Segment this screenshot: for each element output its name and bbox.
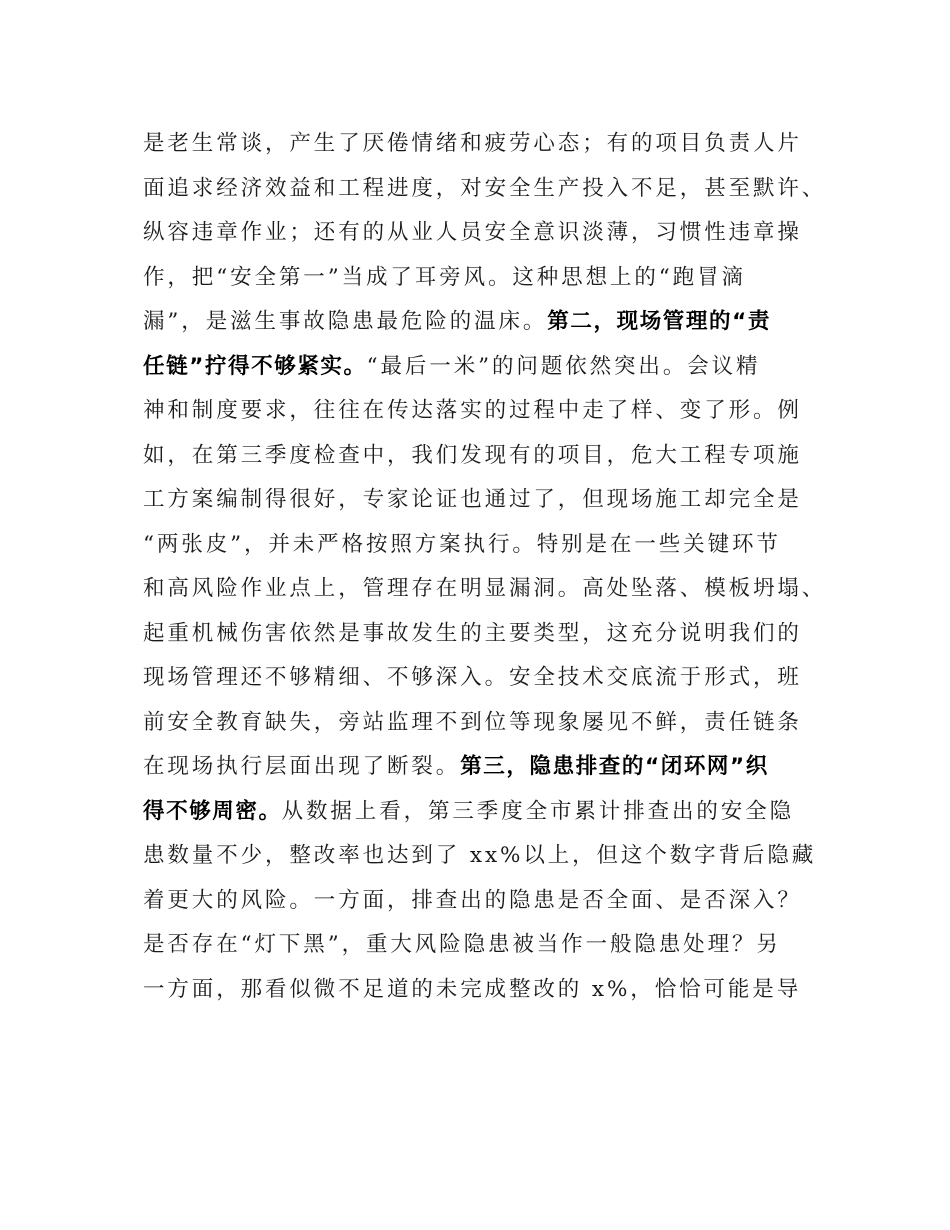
text-line [143,396,802,426]
text-line [143,441,802,471]
text-run: 漏”，是滋生事故隐患最危险的温床。 [143,309,548,334]
text-run: 神和制度要求，往往在传达落实的过程中走了样、变了形。例 [143,398,802,423]
text-run: 作，把“安全第一”当成了耳旁风。这种思想上的“跑冒滴 [143,265,746,290]
text-line [143,129,802,159]
text-run: 前安全教育缺失，旁站监理不到位等现象屡见不鲜，责任链条 [143,710,802,735]
text-line [143,574,826,604]
text-line [143,218,802,248]
text-line [143,708,802,738]
text-run: 如，在第三季度检查中，我们发现有的项目，危大工程专项施 [143,443,802,468]
section-heading-run: 得不够周密。 [143,799,282,824]
section-heading-run: 第三，隐患排查的“闭环网”织 [460,754,769,779]
text-line [143,174,826,204]
text-run: 面追求经济效益和工程进度，对安全生产投入不足，甚至默许、 [143,176,827,201]
text-run: 从数据上看，第三季度全市累计排查出的安全隐 [281,799,795,824]
text-run: 纵容违章作业；还有的从业人员安全意识淡薄，习惯性违章操 [143,220,802,245]
text-run: 是老生常谈，产生了厌倦情绪和疲劳心态；有的项目负责人片 [143,131,802,156]
text-run: 着更大的风险。一方面，排查出的隐患是否全面、是否深入？ [143,888,802,913]
text-line [143,619,802,649]
text-line [143,975,801,1005]
text-run: 现场管理还不够精细、不够深入。安全技术交底流于形式，班 [143,665,802,690]
text-line [143,930,781,960]
section-heading-run: 第二，现场管理的“责 [547,309,771,334]
text-run: 和高风险作业点上，管理存在明显漏洞。高处坠落、模板坍塌、 [143,576,827,601]
text-run: 工方案编制得很好，专家论证也通过了，但现场施工却完全是 [143,487,802,512]
text-run: 是否存在“灯下黑”，重大风险隐患被当作一般隐患处理？另 [143,932,781,957]
text-line [143,352,760,382]
text-line [143,307,771,337]
text-line [143,886,802,916]
text-run: “最后一米”的问题依然突出。会议精 [366,354,761,379]
text-run: 在现场执行层面出现了断裂。 [143,754,461,779]
text-line [143,663,802,693]
text-line [143,752,769,782]
text-run: “两张皮”，并未严格按照方案执行。特别是在一些关键环节 [143,532,781,557]
text-run: 起重机械伤害依然是事故发生的主要类型，这充分说明我们的 [143,621,802,646]
text-line [143,530,781,560]
section-heading-run: 任链”拧得不够紧实。 [143,354,367,379]
text-line [143,797,794,827]
text-line [143,485,802,515]
text-run: 患数量不少，整改率也达到了 xx%以上，但这个数字背后隐藏 [143,843,817,868]
text-line [143,263,746,293]
text-run: 一方面，那看似微不足道的未完成整改的 x%，恰恰可能是导 [143,977,802,1002]
text-line [143,841,816,871]
